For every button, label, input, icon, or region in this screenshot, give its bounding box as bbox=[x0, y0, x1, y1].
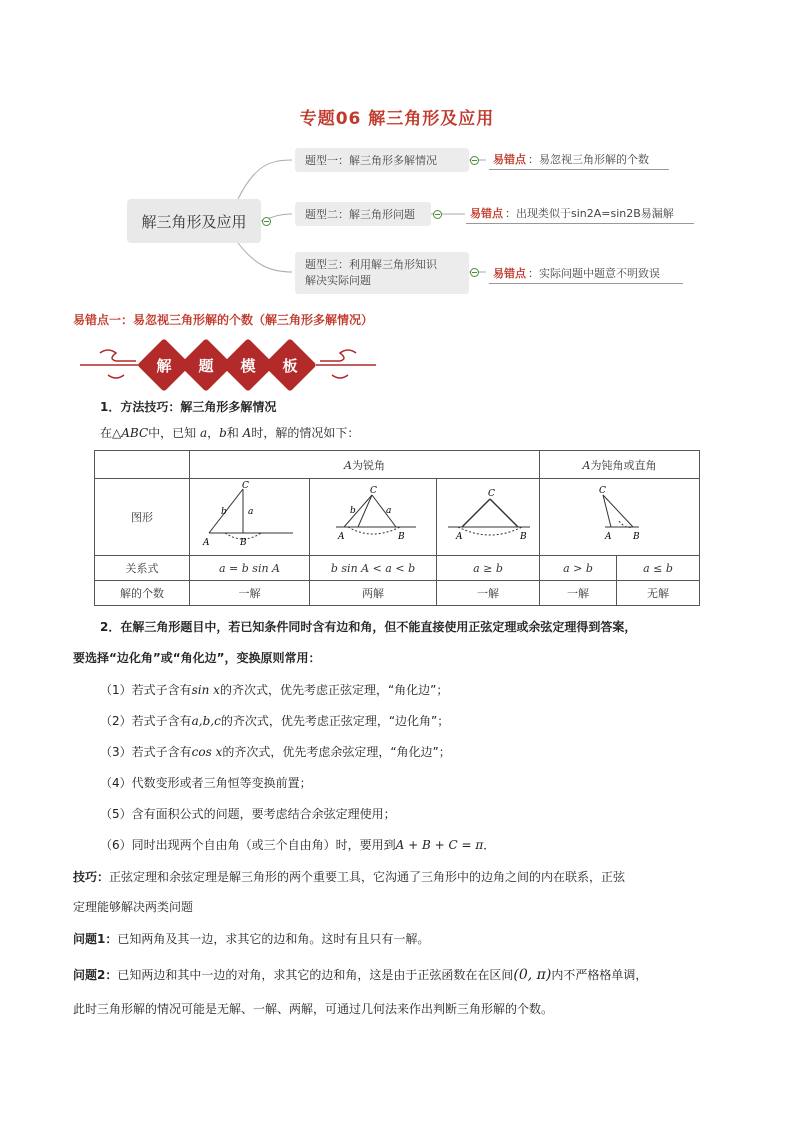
banner-char-3: 模 bbox=[240, 356, 256, 375]
svg-text:C: C bbox=[241, 480, 249, 491]
svg-text:B: B bbox=[239, 537, 247, 548]
svg-text:C: C bbox=[598, 485, 606, 496]
mindmap-branch-1[interactable] bbox=[295, 148, 469, 172]
triangle-figure-3 bbox=[438, 481, 538, 551]
count-2: 两解 bbox=[310, 581, 437, 606]
rule-6: （6）同时出现两个自由角（或三个自由角）时，要用到A + B + C = π． bbox=[100, 838, 496, 852]
rule-1: （1）若式子含有sin x的齐次式，优先考虑正弦定理，“角化边”； bbox=[100, 683, 449, 697]
count-4: 一解 bbox=[540, 581, 617, 606]
svg-text:B: B bbox=[632, 531, 640, 542]
branch-3-label-line1: 题型三：利用解三角形知识 bbox=[305, 258, 437, 271]
svg-text:B: B bbox=[398, 531, 405, 542]
svg-text:B: B bbox=[520, 531, 527, 542]
table-corner bbox=[95, 451, 190, 479]
triangle-figure-2 bbox=[318, 481, 428, 551]
page-title: 专题06 解三角形及应用 bbox=[299, 109, 495, 129]
count-5: 无解 bbox=[617, 581, 700, 606]
p2-line1: 2．在解三角形题目中，若已知条件同时含有边和角，但不能直接使用正弦定理或余弦定理得到答案， bbox=[100, 620, 637, 634]
rule-5: （5）含有面积公式的问题，要考虑结合余弦定理使用； bbox=[100, 807, 396, 821]
count-3: 一解 bbox=[437, 581, 540, 606]
section-heading: 易错点一：易忽视三角形解的个数（解三角形多解情况） bbox=[73, 313, 374, 327]
relation-2: b sin A < a < b bbox=[310, 556, 437, 581]
relation-4: a > b bbox=[540, 556, 617, 581]
collapse-toggle-root[interactable] bbox=[262, 217, 271, 226]
banner-char-2: 题 bbox=[198, 356, 214, 375]
mindmap-tip-3: 易错点 ：实际问题中题意不明致误 bbox=[489, 262, 683, 284]
question-1: 问题1：已知两角及其一边，求其它的边和角。这时有且只有一解。 bbox=[73, 932, 430, 946]
rule-2: （2）若式子含有a,b,c的齐次式，优先考虑正弦定理，“边化角”； bbox=[100, 714, 450, 728]
tip-line2: 定理能够解决两类问题 bbox=[73, 900, 194, 914]
collapse-toggle-2[interactable] bbox=[433, 210, 442, 219]
figure-2 bbox=[310, 479, 437, 556]
banner-char-4: 板 bbox=[282, 356, 298, 375]
triangle-figure-1 bbox=[195, 481, 305, 551]
relation-1: a = b sin A bbox=[190, 556, 310, 581]
branch-3-label-line2: 解决实际问题 bbox=[305, 274, 371, 287]
p2-line2: 要选择“边化角”或“角化边”，变换原则常用： bbox=[73, 651, 321, 665]
collapse-toggle-1[interactable] bbox=[470, 156, 479, 165]
mindmap-tip-1: 易错点 ：易忽视三角形解的个数 bbox=[489, 148, 669, 170]
figure-3 bbox=[437, 479, 540, 556]
svg-text:b: b bbox=[220, 506, 227, 517]
row-label-relation: 关系式 bbox=[95, 556, 190, 581]
count-1: 一解 bbox=[190, 581, 310, 606]
rule-4: （4）代数变形或者三角恒等变换前置； bbox=[100, 776, 312, 790]
figure-4 bbox=[540, 479, 700, 556]
row-label-count: 解的个数 bbox=[95, 581, 190, 606]
banner-char-1: 解 bbox=[156, 356, 172, 375]
question-2-line2: 此时三角形解的情况可能是无解、一解、两解，可通过几何法来作出判断三角形解的个数。 bbox=[73, 1002, 554, 1016]
svg-text:C: C bbox=[370, 485, 377, 496]
svg-text:A: A bbox=[202, 537, 209, 548]
svg-text:A: A bbox=[604, 531, 611, 542]
svg-text:A: A bbox=[338, 531, 345, 542]
svg-text:C: C bbox=[488, 488, 495, 499]
relation-3: a ≥ b bbox=[437, 556, 540, 581]
solutions-table bbox=[94, 450, 700, 606]
row-label-figure: 图形 bbox=[95, 479, 190, 556]
rule-3: （3）若式子含有cos x的齐次式，优先考虑余弦定理，“角化边”； bbox=[100, 745, 451, 759]
header-acute: A为锐角 bbox=[190, 451, 540, 479]
svg-text:a: a bbox=[386, 505, 392, 516]
svg-text:b: b bbox=[350, 505, 356, 516]
method-intro: 在△ABC中，已知 a，b和 A时，解的情况如下： bbox=[100, 426, 360, 440]
mindmap-branch-3[interactable] bbox=[295, 252, 469, 294]
collapse-toggle-3[interactable] bbox=[470, 268, 479, 277]
svg-text:a: a bbox=[247, 506, 253, 517]
mindmap-root[interactable]: 解三角形及应用 bbox=[127, 199, 261, 243]
svg-text:A: A bbox=[456, 531, 463, 542]
question-2-line1: 问题2：已知两边和其中一边的对角，求其它的边和角，这是由于正弦函数在在区间(0, π)内不严格格单调， bbox=[73, 967, 648, 983]
triangle-figure-4 bbox=[545, 481, 695, 551]
header-obtuse: A为钝角或直角 bbox=[540, 451, 700, 479]
branch-2-label: 题型二：解三角形问题 bbox=[305, 208, 415, 221]
tip-line1: 技巧：正弦定理和余弦定理是解三角形的两个重要工具，它沟通了三角形中的边角之间的内在联系，正弦 bbox=[73, 870, 626, 884]
mindmap-branch-2[interactable] bbox=[295, 202, 431, 226]
relation-5: a ≤ b bbox=[617, 556, 700, 581]
mindmap-tip-2: 易错点 ：出现类似于sin2A=sin2B易漏解 bbox=[466, 202, 694, 224]
figure-1 bbox=[190, 479, 310, 556]
branch-1-label: 题型一：解三角形多解情况 bbox=[305, 154, 437, 167]
method-heading: 1．方法技巧：解三角形多解情况 bbox=[100, 400, 277, 414]
